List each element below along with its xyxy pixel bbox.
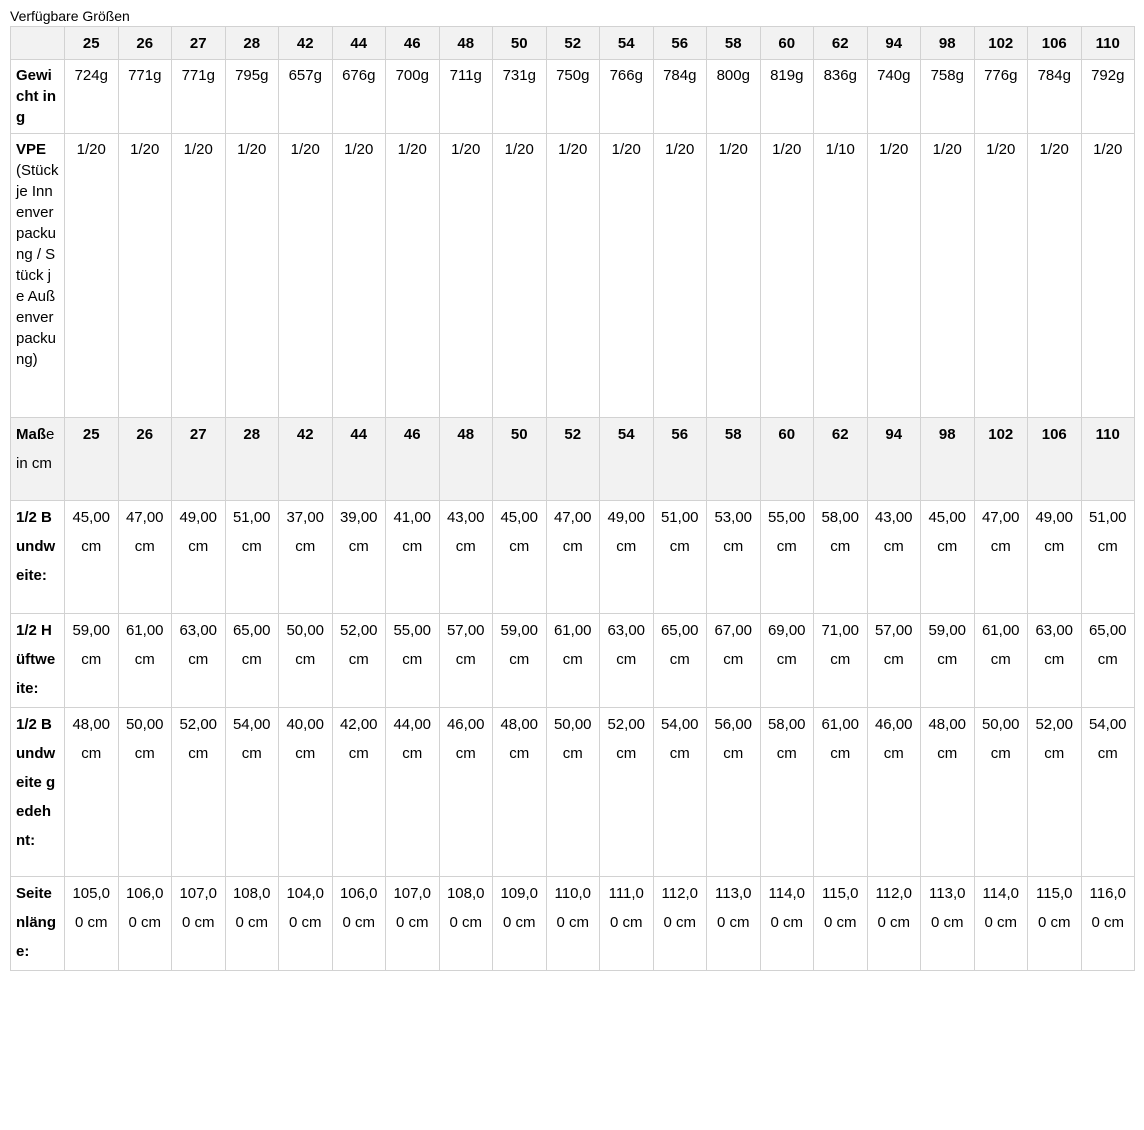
seitenlaenge-cell: 114,00 cm	[974, 877, 1028, 971]
bundweite-cell: 47,00 cm	[118, 501, 172, 614]
weight-cell: 750g	[546, 60, 600, 134]
masse-size-cell: 106	[1028, 418, 1082, 501]
masse-size-cell: 27	[172, 418, 226, 501]
bundweite-gedehnt-cell: 48,00 cm	[921, 708, 975, 877]
weight-row	[11, 60, 1135, 134]
hueftweite-cell: 67,00 cm	[707, 614, 761, 708]
seitenlaenge-label: Seitenlänge:	[11, 877, 65, 971]
bundweite-cell: 51,00 cm	[1081, 501, 1135, 614]
hueftweite-cell: 55,00 cm	[386, 614, 440, 708]
vpe-cell: 1/20	[653, 134, 707, 418]
masse-size-cell: 48	[439, 418, 493, 501]
seitenlaenge-cell: 110,00 cm	[546, 877, 600, 971]
masse-size-cell: 50	[493, 418, 547, 501]
bundweite-cell: 49,00 cm	[172, 501, 226, 614]
hueftweite-cell: 59,00 cm	[65, 614, 119, 708]
seitenlaenge-cell: 112,00 cm	[653, 877, 707, 971]
bundweite-cell: 47,00 cm	[974, 501, 1028, 614]
masse-size-cell: 94	[867, 418, 921, 501]
vpe-cell: 1/20	[225, 134, 279, 418]
vpe-cell: 1/20	[172, 134, 226, 418]
bundweite-gedehnt-cell: 52,00 cm	[600, 708, 654, 877]
vpe-cell: 1/20	[386, 134, 440, 418]
vpe-cell: 1/20	[65, 134, 119, 418]
bundweite-cell: 43,00 cm	[867, 501, 921, 614]
hueftweite-cell: 57,00 cm	[867, 614, 921, 708]
vpe-cell: 1/20	[867, 134, 921, 418]
weight-cell: 792g	[1081, 60, 1135, 134]
bundweite-gedehnt-cell: 56,00 cm	[707, 708, 761, 877]
hueftweite-cell: 71,00 cm	[814, 614, 868, 708]
seitenlaenge-cell: 105,00 cm	[65, 877, 119, 971]
bundweite-cell: 58,00 cm	[814, 501, 868, 614]
vpe-cell: 1/20	[600, 134, 654, 418]
bundweite-gedehnt-label: 1/2 Bundweite gedehnt:	[11, 708, 65, 877]
bundweite-cell: 39,00 cm	[332, 501, 386, 614]
weight-cell: 836g	[814, 60, 868, 134]
seitenlaenge-cell: 107,00 cm	[386, 877, 440, 971]
weight-cell: 771g	[172, 60, 226, 134]
bundweite-gedehnt-cell: 40,00 cm	[279, 708, 333, 877]
size-header-cell: 26	[118, 27, 172, 60]
seitenlaenge-cell: 113,00 cm	[707, 877, 761, 971]
hueftweite-cell: 69,00 cm	[760, 614, 814, 708]
masse-size-cell: 28	[225, 418, 279, 501]
bundweite-cell: 37,00 cm	[279, 501, 333, 614]
hueftweite-cell: 65,00 cm	[653, 614, 707, 708]
seitenlaenge-row	[11, 877, 1135, 971]
seitenlaenge-cell: 115,00 cm	[1028, 877, 1082, 971]
masse-size-cell: 54	[600, 418, 654, 501]
weight-cell: 731g	[493, 60, 547, 134]
size-header-row	[11, 27, 1135, 60]
bundweite-gedehnt-cell: 58,00 cm	[760, 708, 814, 877]
masse-size-cell: 56	[653, 418, 707, 501]
vpe-row	[11, 134, 1135, 418]
bundweite-gedehnt-cell: 44,00 cm	[386, 708, 440, 877]
masse-size-cell: 44	[332, 418, 386, 501]
bundweite-row	[11, 501, 1135, 614]
hueftweite-cell: 63,00 cm	[600, 614, 654, 708]
bundweite-label: 1/2 Bundweite:	[11, 501, 65, 614]
bundweite-gedehnt-row	[11, 708, 1135, 877]
bundweite-gedehnt-cell: 50,00 cm	[546, 708, 600, 877]
vpe-cell: 1/20	[332, 134, 386, 418]
bundweite-cell: 43,00 cm	[439, 501, 493, 614]
seitenlaenge-cell: 112,00 cm	[867, 877, 921, 971]
bundweite-gedehnt-cell: 46,00 cm	[867, 708, 921, 877]
hueftweite-cell: 61,00 cm	[974, 614, 1028, 708]
bundweite-cell: 49,00 cm	[1028, 501, 1082, 614]
weight-cell: 711g	[439, 60, 493, 134]
weight-cell: 784g	[1028, 60, 1082, 134]
size-header-cell: 46	[386, 27, 440, 60]
vpe-cell: 1/20	[760, 134, 814, 418]
masse-size-cell: 62	[814, 418, 868, 501]
bundweite-gedehnt-cell: 42,00 cm	[332, 708, 386, 877]
size-header-cell: 28	[225, 27, 279, 60]
weight-cell: 676g	[332, 60, 386, 134]
masse-label	[11, 418, 65, 501]
size-header-cell: 25	[65, 27, 119, 60]
hueftweite-cell: 59,00 cm	[921, 614, 975, 708]
masse-label-rest: e in cm	[16, 426, 55, 472]
masse-header-row	[11, 418, 1135, 501]
seitenlaenge-cell: 104,00 cm	[279, 877, 333, 971]
size-header-cell: 94	[867, 27, 921, 60]
size-header-cell: 27	[172, 27, 226, 60]
size-header-cell: 56	[653, 27, 707, 60]
weight-cell: 800g	[707, 60, 761, 134]
weight-label: Gewicht in g	[11, 60, 65, 134]
size-table	[10, 26, 1135, 971]
bundweite-gedehnt-cell: 54,00 cm	[653, 708, 707, 877]
hueftweite-cell: 61,00 cm	[546, 614, 600, 708]
weight-cell: 771g	[118, 60, 172, 134]
hueftweite-label: 1/2 Hüftweite:	[11, 614, 65, 708]
bundweite-cell: 47,00 cm	[546, 501, 600, 614]
masse-size-cell: 42	[279, 418, 333, 501]
vpe-cell: 1/20	[439, 134, 493, 418]
bundweite-cell: 45,00 cm	[921, 501, 975, 614]
seitenlaenge-cell: 114,00 cm	[760, 877, 814, 971]
vpe-cell: 1/20	[1081, 134, 1135, 418]
bundweite-cell: 45,00 cm	[65, 501, 119, 614]
masse-size-cell: 98	[921, 418, 975, 501]
size-header-cell: 48	[439, 27, 493, 60]
size-header-cell: 42	[279, 27, 333, 60]
vpe-cell: 1/20	[493, 134, 547, 418]
weight-cell: 784g	[653, 60, 707, 134]
bundweite-gedehnt-cell: 48,00 cm	[65, 708, 119, 877]
hueftweite-cell: 65,00 cm	[1081, 614, 1135, 708]
vpe-cell: 1/20	[279, 134, 333, 418]
hueftweite-cell: 59,00 cm	[493, 614, 547, 708]
masse-size-cell: 58	[707, 418, 761, 501]
vpe-cell: 1/20	[707, 134, 761, 418]
bundweite-cell: 53,00 cm	[707, 501, 761, 614]
bundweite-gedehnt-cell: 61,00 cm	[814, 708, 868, 877]
size-header-cell: 62	[814, 27, 868, 60]
size-header-cell: 44	[332, 27, 386, 60]
vpe-cell: 1/20	[974, 134, 1028, 418]
seitenlaenge-cell: 108,00 cm	[439, 877, 493, 971]
seitenlaenge-cell: 106,00 cm	[332, 877, 386, 971]
hueftweite-row	[11, 614, 1135, 708]
bundweite-gedehnt-cell: 52,00 cm	[1028, 708, 1082, 877]
size-header-cell: 60	[760, 27, 814, 60]
vpe-cell: 1/10	[814, 134, 868, 418]
hueftweite-cell: 65,00 cm	[225, 614, 279, 708]
masse-size-cell: 110	[1081, 418, 1135, 501]
size-header-cell: 54	[600, 27, 654, 60]
weight-cell: 724g	[65, 60, 119, 134]
size-header-cell: 58	[707, 27, 761, 60]
masse-size-cell: 60	[760, 418, 814, 501]
weight-cell: 657g	[279, 60, 333, 134]
bundweite-cell: 41,00 cm	[386, 501, 440, 614]
bundweite-cell: 49,00 cm	[600, 501, 654, 614]
bundweite-gedehnt-cell: 46,00 cm	[439, 708, 493, 877]
header-corner-cell	[11, 27, 65, 60]
vpe-cell: 1/20	[546, 134, 600, 418]
vpe-cell: 1/20	[118, 134, 172, 418]
seitenlaenge-cell: 111,00 cm	[600, 877, 654, 971]
bundweite-cell: 51,00 cm	[225, 501, 279, 614]
size-header-cell: 102	[974, 27, 1028, 60]
hueftweite-cell: 50,00 cm	[279, 614, 333, 708]
seitenlaenge-cell: 106,00 cm	[118, 877, 172, 971]
masse-size-cell: 102	[974, 418, 1028, 501]
bundweite-gedehnt-cell: 50,00 cm	[974, 708, 1028, 877]
masse-size-cell: 46	[386, 418, 440, 501]
size-header-cell: 50	[493, 27, 547, 60]
vpe-cell: 1/20	[1028, 134, 1082, 418]
weight-cell: 795g	[225, 60, 279, 134]
bundweite-cell: 55,00 cm	[760, 501, 814, 614]
bundweite-gedehnt-cell: 48,00 cm	[493, 708, 547, 877]
seitenlaenge-cell: 113,00 cm	[921, 877, 975, 971]
weight-cell: 758g	[921, 60, 975, 134]
bundweite-gedehnt-cell: 54,00 cm	[1081, 708, 1135, 877]
seitenlaenge-cell: 108,00 cm	[225, 877, 279, 971]
size-header-cell: 106	[1028, 27, 1082, 60]
masse-size-cell: 52	[546, 418, 600, 501]
weight-cell: 819g	[760, 60, 814, 134]
bundweite-gedehnt-cell: 52,00 cm	[172, 708, 226, 877]
table-caption: Verfügbare Größen	[10, 8, 130, 24]
bundweite-gedehnt-cell: 54,00 cm	[225, 708, 279, 877]
bundweite-cell: 45,00 cm	[493, 501, 547, 614]
vpe-label-rest: (Stück je Innenverpackung / Stück je Außenverpackung)	[16, 162, 59, 368]
seitenlaenge-cell: 109,00 cm	[493, 877, 547, 971]
masse-size-cell: 25	[65, 418, 119, 501]
hueftweite-cell: 63,00 cm	[1028, 614, 1082, 708]
seitenlaenge-cell: 116,00 cm	[1081, 877, 1135, 971]
hueftweite-cell: 52,00 cm	[332, 614, 386, 708]
seitenlaenge-cell: 115,00 cm	[814, 877, 868, 971]
hueftweite-cell: 57,00 cm	[439, 614, 493, 708]
vpe-label-bold: VPE	[16, 141, 47, 158]
masse-size-cell: 26	[118, 418, 172, 501]
weight-cell: 740g	[867, 60, 921, 134]
bundweite-gedehnt-cell: 50,00 cm	[118, 708, 172, 877]
vpe-label	[11, 134, 65, 418]
vpe-cell: 1/20	[921, 134, 975, 418]
weight-cell: 776g	[974, 60, 1028, 134]
weight-cell: 766g	[600, 60, 654, 134]
size-header-cell: 52	[546, 27, 600, 60]
size-header-cell: 110	[1081, 27, 1135, 60]
weight-cell: 700g	[386, 60, 440, 134]
bundweite-cell: 51,00 cm	[653, 501, 707, 614]
hueftweite-cell: 63,00 cm	[172, 614, 226, 708]
seitenlaenge-cell: 107,00 cm	[172, 877, 226, 971]
size-header-cell: 98	[921, 27, 975, 60]
masse-label-bold: Maß	[16, 426, 46, 443]
hueftweite-cell: 61,00 cm	[118, 614, 172, 708]
